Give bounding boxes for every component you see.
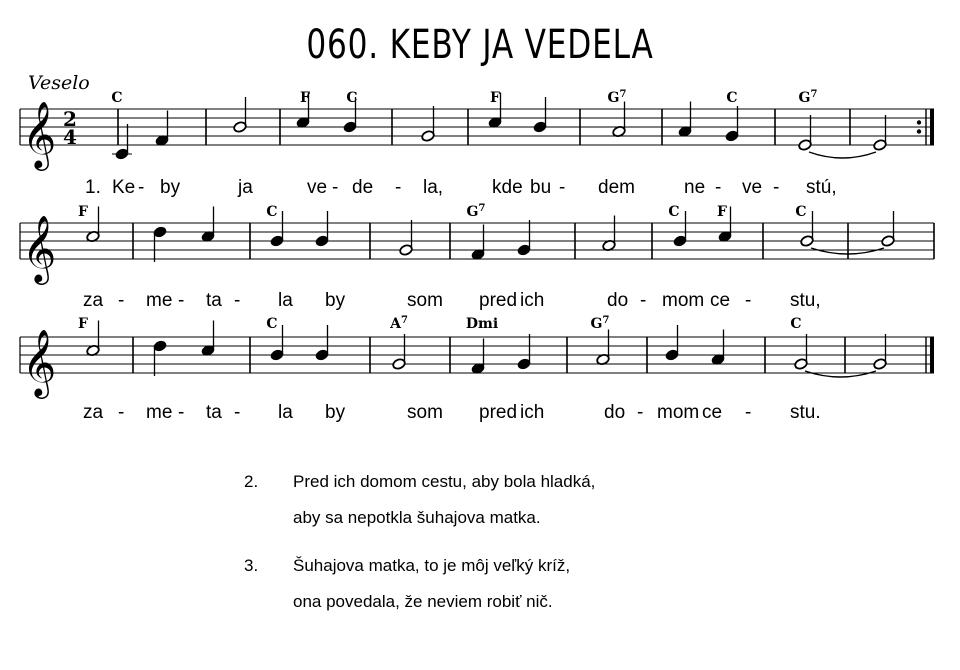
tie bbox=[809, 152, 876, 158]
final-barline-thick bbox=[930, 337, 934, 373]
chord-symbol: F bbox=[300, 90, 310, 106]
lyric-syllable: Ke bbox=[112, 177, 136, 198]
chord-symbol: C bbox=[790, 316, 802, 332]
lyric-syllable: do bbox=[607, 290, 629, 311]
repeat-dot bbox=[917, 120, 921, 124]
verse-2-number: 2. bbox=[244, 472, 259, 491]
lyric-syllable: la bbox=[278, 402, 293, 423]
lyric-syllable: - bbox=[138, 177, 145, 198]
lyric-syllable: som bbox=[407, 402, 443, 423]
chord-symbol: F bbox=[78, 204, 88, 220]
lyric-syllable: me bbox=[146, 402, 173, 423]
lyric-syllable: - bbox=[715, 177, 722, 198]
lyric-syllable: ce bbox=[702, 402, 723, 423]
lyric-syllable: ce bbox=[710, 290, 731, 311]
treble-clef-icon: 𝄞 bbox=[22, 100, 57, 168]
chord-symbol: F bbox=[717, 204, 727, 220]
lyric-syllable: by bbox=[325, 290, 346, 311]
lyric-syllable: ve bbox=[742, 177, 763, 198]
chord-symbol: C bbox=[668, 204, 680, 220]
lyric-syllable: mom bbox=[657, 402, 700, 423]
chord-symbol: Dmi bbox=[465, 316, 499, 332]
tempo-marking: Veselo bbox=[28, 72, 90, 94]
verse-3-line-2: ona povedala, že neviem robiť nič. bbox=[293, 592, 553, 611]
lyric-syllable: by bbox=[160, 177, 181, 198]
lyric-syllable: ja bbox=[238, 177, 253, 198]
lyric-syllable: - bbox=[118, 290, 125, 311]
lyric-syllable: stu. bbox=[790, 402, 821, 423]
lyric-syllable: - bbox=[234, 290, 241, 311]
lyric-syllable: - bbox=[395, 177, 402, 198]
lyric-syllable: ta bbox=[206, 290, 222, 311]
lyric-syllable: do bbox=[604, 402, 626, 423]
song-title: 060. KEBY JA VEDELA bbox=[306, 22, 654, 68]
chord-symbol: C bbox=[346, 90, 358, 106]
lyric-syllable: 1. bbox=[85, 177, 101, 198]
chord-symbol: F bbox=[490, 90, 500, 106]
chord-symbol: $A^7$ bbox=[390, 315, 408, 332]
lyric-syllable: stú, bbox=[806, 177, 837, 198]
lyric-syllable: ich bbox=[520, 290, 545, 311]
lyric-syllable: - bbox=[640, 290, 647, 311]
chord-symbol: C bbox=[795, 204, 807, 220]
chord-symbol: C bbox=[266, 316, 278, 332]
chord-symbol: $G^7$ bbox=[590, 315, 610, 332]
lyric-syllable: - bbox=[332, 177, 339, 198]
time-signature-top: 2 bbox=[63, 107, 77, 131]
chord-symbol: F bbox=[78, 316, 88, 332]
lyric-syllable: ta bbox=[206, 402, 222, 423]
lyric-syllable: som bbox=[407, 290, 443, 311]
lyric-syllable: ich bbox=[520, 402, 545, 423]
chord-symbol: C bbox=[111, 90, 123, 106]
lyric-syllable: - bbox=[773, 177, 780, 198]
lyric-syllable: za bbox=[83, 402, 104, 423]
verse-3-number: 3. bbox=[244, 556, 259, 575]
chord-symbol: $G^7$ bbox=[466, 203, 486, 220]
tie bbox=[805, 371, 876, 377]
treble-clef-icon: 𝄞 bbox=[22, 328, 57, 396]
lyric-syllable: - bbox=[178, 290, 185, 311]
lyric-syllable: de bbox=[352, 177, 374, 198]
verse-2-line-2: aby sa nepotkla šuhajova matka. bbox=[293, 508, 541, 527]
lyric-syllable: la, bbox=[423, 177, 444, 198]
chord-symbol: C bbox=[726, 90, 738, 106]
verse-3-line-1: Šuhajova matka, to je môj veľký kríž, bbox=[293, 556, 571, 575]
lyric-syllable: ne bbox=[684, 177, 706, 198]
time-signature-bottom: 4 bbox=[63, 125, 77, 149]
lyric-syllable: - bbox=[234, 402, 241, 423]
lyric-syllable: dem bbox=[598, 177, 635, 198]
lyric-syllable: kde bbox=[492, 177, 523, 198]
lyric-syllable: me bbox=[146, 290, 173, 311]
lyric-syllable: pred bbox=[479, 290, 518, 311]
chord-symbol: $G^7$ bbox=[607, 89, 627, 106]
repeat-barline-thick bbox=[930, 109, 934, 145]
lyric-syllable: za bbox=[83, 290, 104, 311]
lyric-syllable: - bbox=[118, 402, 125, 423]
lyric-syllable: - bbox=[745, 402, 752, 423]
repeat-dot bbox=[917, 129, 921, 133]
lyric-syllable: bu bbox=[530, 177, 552, 198]
lyric-syllable: by bbox=[325, 402, 346, 423]
lyric-syllable: - bbox=[637, 402, 644, 423]
lyric-syllable: - bbox=[745, 290, 752, 311]
lyric-syllable: la bbox=[278, 290, 293, 311]
lyric-syllable: pred bbox=[479, 402, 518, 423]
lyric-syllable: stu, bbox=[790, 290, 821, 311]
lyric-syllable: - bbox=[178, 402, 185, 423]
lyric-syllable: - bbox=[559, 177, 566, 198]
chord-symbol: $G^7$ bbox=[798, 89, 818, 106]
treble-clef-icon: 𝄞 bbox=[22, 214, 57, 282]
verse-2-line-1: Pred ich domom cestu, aby bola hladká, bbox=[293, 472, 596, 491]
lyric-syllable: ve bbox=[307, 177, 328, 198]
lyric-syllable: mom bbox=[662, 290, 705, 311]
chord-symbol: C bbox=[266, 204, 278, 220]
